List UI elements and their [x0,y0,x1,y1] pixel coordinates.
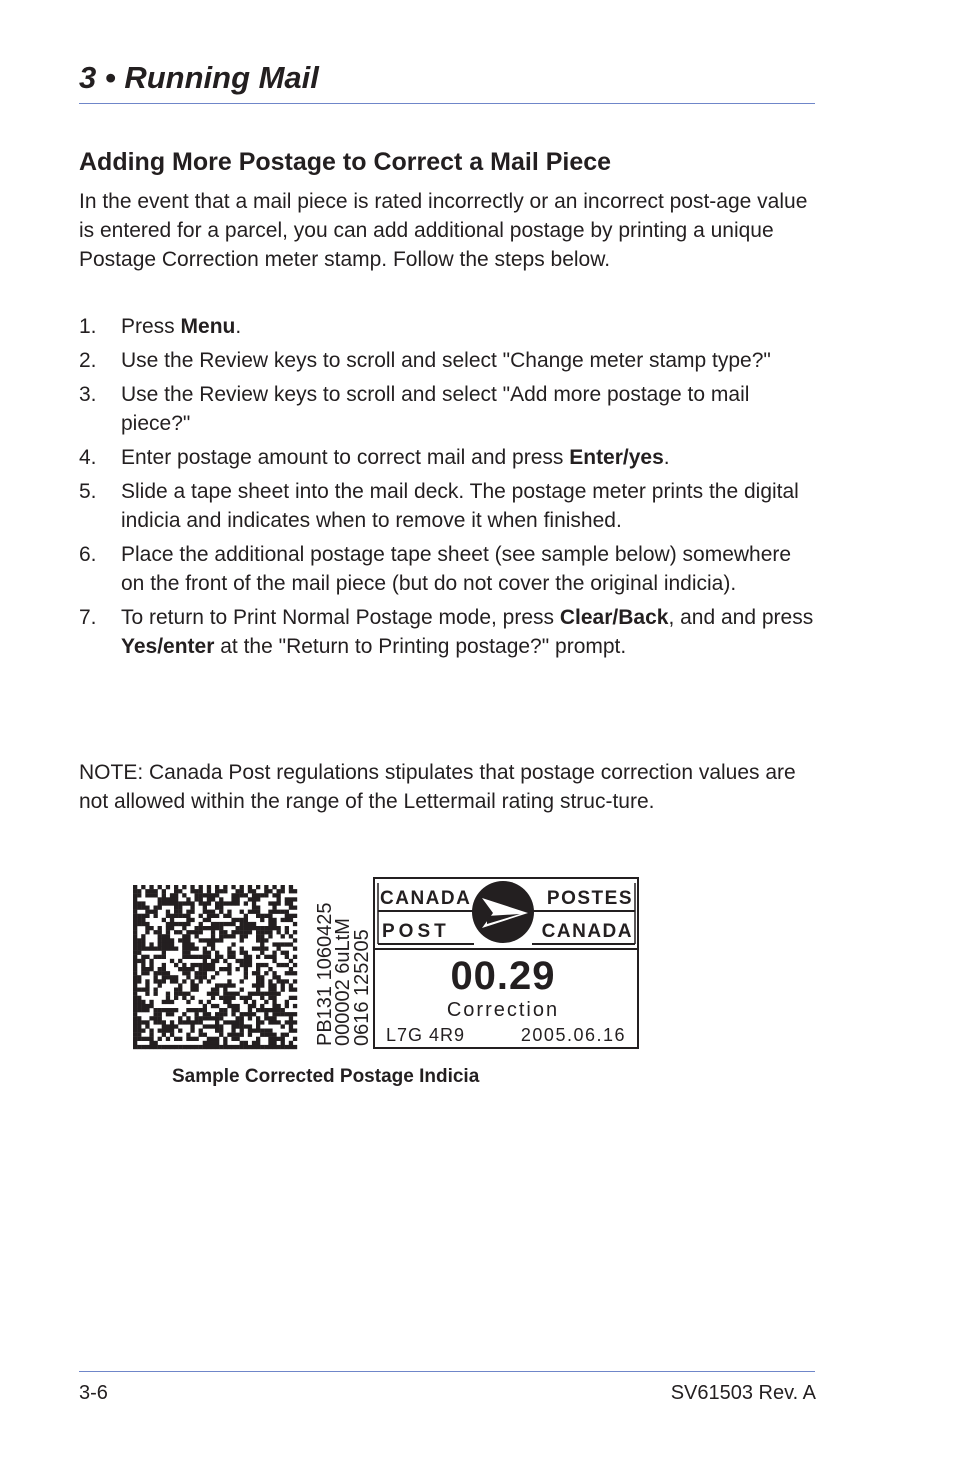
note-paragraph: NOTE: Canada Post regulations stipulates that postage correction values are not allowed within the range of the Lettermail rating struc-ture. [79,761,796,813]
step-text-fragment: . [235,315,242,338]
step-item [79,603,819,661]
indicia-post-left: POST [382,921,450,942]
step-item [79,443,819,472]
step-text [121,603,819,661]
step-text-fragment: To return to Print Normal Postage mode, press [121,606,560,629]
indicia-canada-left: CANADA [380,888,472,909]
step-number: 2. [79,349,97,372]
page-number: 3-6 [79,1382,108,1404]
postage-indicia [130,876,642,1052]
step-text-fragment: . [663,446,670,469]
step-keyword: Enter/yes [569,446,664,469]
step-text [121,346,819,375]
step-text-fragment: Place the additional postage tape sheet (see sample below) somewhere on the front of the mail piece (but do not cover the original indicia). [121,543,792,595]
section-heading: Adding More Postage to Correct a Mail Piece [79,148,612,176]
indicia-correction-label: Correction [446,999,560,1021]
step-number: 4. [79,446,97,469]
document-id: SV61503 Rev. A [670,1382,816,1404]
indicia-vertical-codes [314,903,373,1046]
footer-rule [79,1371,815,1372]
indicia-postes-right: POSTES [546,888,633,909]
step-text-fragment: Press [121,315,181,338]
step-item [79,380,819,438]
datamatrix-barcode [133,885,297,1049]
step-text-fragment: Use the Review keys to scroll and select "Change meter stamp type?" [121,349,771,372]
step-number: 7. [79,606,97,629]
step-text [121,312,819,341]
step-text [121,443,819,472]
indicia-amount: 00.29 [450,954,556,998]
indicia-code-line-1: PB131 1060425 [314,902,336,1046]
canada-post-logo-icon [472,881,534,943]
steps-list [79,312,819,666]
indicia-date: 2005.06.16 [520,1025,626,1045]
step-text [121,380,819,438]
indicia-canada-right: CANADA [541,921,633,942]
step-item [79,540,819,598]
indicia-caption: Sample Corrected Postage Indicia [172,1066,480,1087]
header-rule [79,103,815,104]
step-text [121,540,819,598]
step-text-fragment: at the "Return to Printing postage?" prompt. [214,635,627,658]
step-keyword: Clear/Back [559,606,669,629]
step-keyword: Yes/enter [121,635,215,658]
step-number: 3. [79,383,97,406]
step-text-fragment: , and and press [668,606,814,629]
step-text [121,477,819,535]
indicia-postal-code: L7G 4R9 [386,1025,466,1045]
step-number: 1. [79,315,97,338]
step-number: 6. [79,543,97,566]
step-item [79,346,819,375]
step-number: 5. [79,480,97,503]
intro-paragraph: In the event that a mail piece is rated incorrectly or an incorrect post-age value is entered for a parcel, you can add additional postage by printing a unique Postage Correction meter stamp. Follow the steps below. [79,190,808,271]
indicia-code-line-2: 000002 6uLtM [332,918,354,1046]
step-item [79,312,819,341]
step-text-fragment: Use the Review keys to scroll and select "Add more postage to mail piece?" [121,383,750,435]
step-item [79,477,819,535]
step-keyword: Menu [180,315,236,338]
step-text-fragment: Slide a tape sheet into the mail deck. The postage meter prints the digital indicia and indicates when to remove it when finished. [121,480,799,532]
chapter-title: 3 • Running Mail [79,60,319,95]
step-text-fragment: Enter postage amount to correct mail and press [121,446,570,469]
indicia-code-line-3: 0616 125205 [351,929,373,1046]
